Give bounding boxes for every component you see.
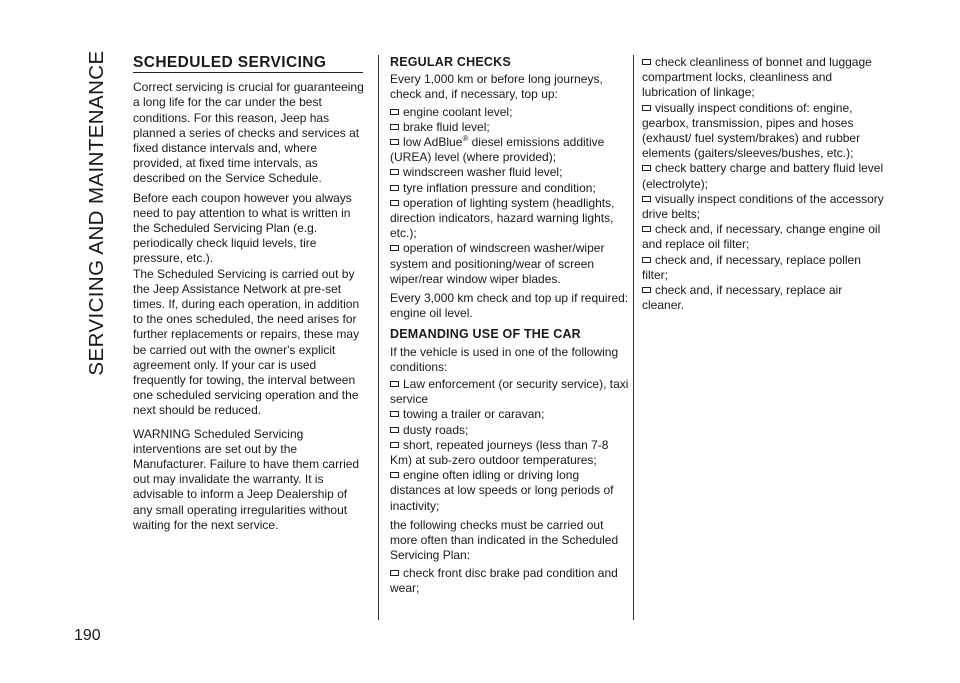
list-item: operation of lighting system (headlights, direction indicators, hazard warning lights, etc.); bbox=[390, 195, 615, 241]
checkbox-square-icon bbox=[390, 411, 399, 417]
list-item: check battery charge and battery fluid level (electrolyte); bbox=[642, 161, 884, 191]
checkbox-square-icon bbox=[390, 109, 399, 115]
checkbox-square-icon bbox=[390, 427, 399, 433]
list-item: check cleanliness of bonnet and luggage compartment locks, cleanliness and lubrication of linkage; bbox=[642, 55, 872, 100]
column-divider-1 bbox=[378, 55, 379, 620]
list-item: short, repeated journeys (less than 7-8 Km) at sub-zero outdoor temperatures; bbox=[390, 437, 609, 468]
list-item: brake fluid level; bbox=[390, 120, 630, 135]
list-frequent-checks-continued bbox=[642, 55, 887, 313]
list-frequent-checks bbox=[390, 566, 630, 596]
list-item: Law enforcement (or security service), taxi service bbox=[390, 377, 629, 407]
section-side-title bbox=[82, 48, 112, 378]
paragraph-coupon: Before each coupon however you always need to pay attention to what is written in the Scheduled Servicing Plan (e.g. periodically check liquid levels, tire pressure, etc.). bbox=[133, 190, 352, 266]
list-item: operation of windscreen washer/wiper system and positioning/wear of screen wiper/rear window wiper blades. bbox=[390, 241, 605, 286]
heading-demanding-use: DEMANDING USE OF THE CAR bbox=[390, 327, 581, 342]
list-item: visually inspect conditions of: engine, gearbox, transmission, pipes and hoses (exhaust/ fuel system/brakes) and rubber elements (gaiters/sleeves/bushes, etc.); bbox=[642, 100, 861, 161]
heading-regular-checks: REGULAR CHECKS bbox=[390, 55, 511, 69]
checkbox-square-icon bbox=[390, 472, 399, 478]
checkbox-square-icon bbox=[642, 226, 651, 232]
checkbox-square-icon bbox=[390, 200, 399, 206]
list-item: visually inspect conditions of the accessory drive belts; bbox=[642, 191, 884, 222]
paragraph-regular-intro: Every 1,000 km or before long journeys, check and, if necessary, top up: bbox=[390, 72, 603, 102]
list-item: low AdBlue® diesel emissions additive (UREA) level (where provided); bbox=[390, 134, 605, 165]
paragraph-warning: WARNING Scheduled Servicing interventions are set out by the Manufacturer. Failure to have them carried out may invalidate the warranty. It is advisable to inform a Jeep Dealership of any small operating irregularities without waiting for the next service. bbox=[133, 426, 360, 532]
column-3 bbox=[642, 55, 887, 317]
checkbox-square-icon bbox=[390, 245, 399, 251]
paragraph-every-3000: Every 3,000 km check and top up if required: engine oil level. bbox=[390, 291, 629, 321]
list-item: engine often idling or driving long distances at low speeds or long periods of inactivity; bbox=[390, 468, 614, 513]
registered-mark: ® bbox=[462, 134, 469, 144]
checkbox-square-icon bbox=[642, 59, 651, 65]
list-item: check and, if necessary, replace air cleaner. bbox=[642, 283, 843, 313]
checkbox-square-icon bbox=[390, 139, 399, 145]
checkbox-square-icon bbox=[642, 165, 651, 171]
list-regular-checks bbox=[390, 105, 630, 287]
list-item: dusty roads; bbox=[390, 423, 630, 438]
paragraph-assistance-network: The Scheduled Servicing is carried out by the Jeep Assistance Network at pre-set times. If, during each operation, in addition to the ones scheduled, the need arises for further replacements or repairs, these may be carried out with the owner's explicit agreement only. If your car is used frequently for towing, the interval between one scheduled servicing operation and the next should be reduced. bbox=[133, 266, 360, 418]
list-item: tyre inflation pressure and condition; bbox=[390, 181, 630, 196]
heading-scheduled-servicing: SCHEDULED SERVICING bbox=[133, 55, 363, 73]
page-number: 190 bbox=[74, 627, 101, 644]
checkbox-square-icon bbox=[642, 257, 651, 263]
list-item: check and, if necessary, change engine oil and replace oil filter; bbox=[642, 222, 881, 252]
checkbox-square-icon bbox=[642, 105, 651, 111]
paragraph-demanding-intro: If the vehicle is used in one of the following conditions: bbox=[390, 344, 619, 374]
list-item: check front disc brake pad condition and wear; bbox=[390, 565, 618, 595]
checkbox-square-icon bbox=[390, 570, 399, 576]
list-item: windscreen washer fluid level; bbox=[390, 165, 630, 180]
checkbox-square-icon bbox=[390, 169, 399, 175]
column-divider-2 bbox=[633, 55, 634, 620]
checkbox-square-icon bbox=[390, 124, 399, 130]
section-side-title-text: SERVICING AND MAINTENANCE bbox=[85, 50, 108, 376]
checkbox-square-icon bbox=[642, 196, 651, 202]
column-1 bbox=[133, 55, 365, 537]
checkbox-square-icon bbox=[390, 381, 399, 387]
list-item: check and, if necessary, replace pollen filter; bbox=[642, 252, 861, 282]
checkbox-square-icon bbox=[642, 287, 651, 293]
paragraph-intro: Correct servicing is crucial for guaranteeing a long life for the car under the best conditions. For this reason, Jeep has planned a series of checks and services at fixed distance intervals and, where provided, at fixed time intervals, as described on the Service Schedule. bbox=[133, 80, 364, 186]
column-2 bbox=[390, 55, 630, 600]
checkbox-square-icon bbox=[390, 185, 399, 191]
list-item: towing a trailer or caravan; bbox=[390, 407, 630, 422]
list-item: engine coolant level; bbox=[390, 105, 630, 120]
paragraph-following-checks: the following checks must be carried out more often than indicated in the Scheduled Servicing Plan: bbox=[390, 517, 619, 563]
checkbox-square-icon bbox=[390, 442, 399, 448]
list-demanding-conditions bbox=[390, 377, 630, 514]
